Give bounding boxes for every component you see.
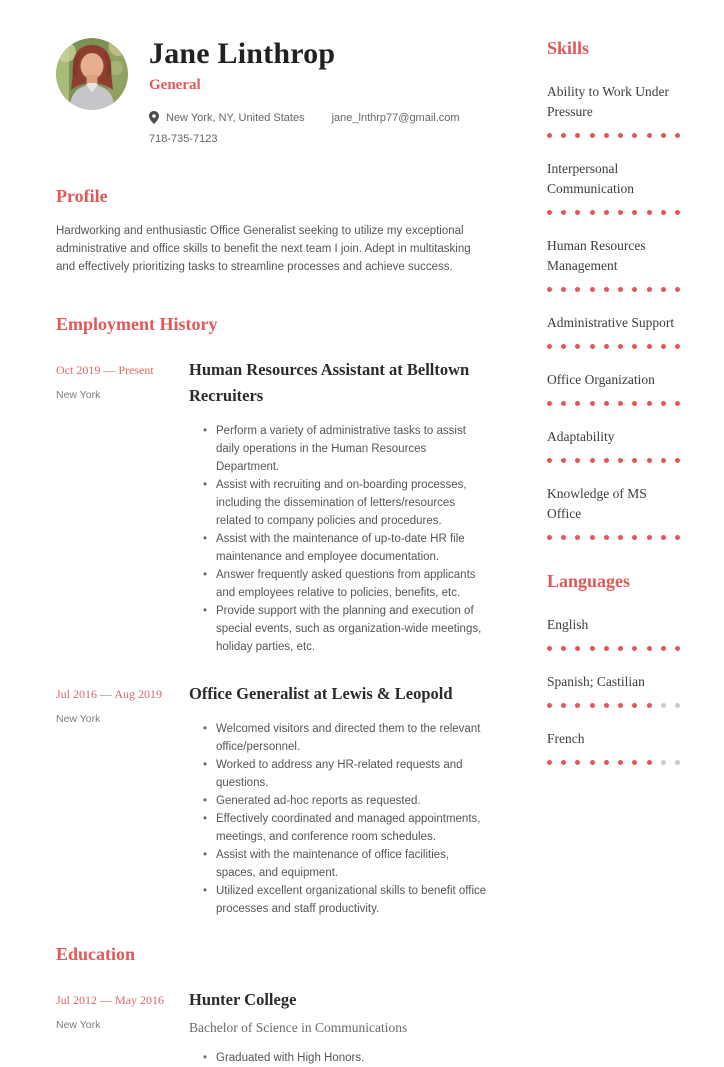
languages-heading: Languages <box>547 571 631 591</box>
job-bullet: • Assist with the maintenance of office facilities, spaces, and equipment. <box>216 846 490 882</box>
job-bullet: • Assist with recruiting and on-boarding processes, including the dissemination of letters/resources related to company policies and procedures. <box>216 476 490 530</box>
rating-dot-filled <box>647 344 652 349</box>
rating-dot-filled <box>675 133 680 138</box>
education-bullet: • Graduated with High Honors. <box>216 1049 490 1067</box>
rating-dot-filled <box>618 703 623 708</box>
rating-dot-filled <box>618 210 623 215</box>
rating-dot-filled <box>604 646 609 651</box>
job-entry <box>56 357 490 656</box>
job-bullet: • Assist with the maintenance of up-to-date HR file maintenance and employee documentation. <box>216 530 490 566</box>
header-text <box>149 36 460 145</box>
job-bullet: • Answer frequently asked questions from applicants and employees relative to policies, benefits, etc. <box>216 566 490 602</box>
rating-dot-filled <box>661 535 666 540</box>
skill-item <box>547 313 680 349</box>
rating-dot-filled <box>590 760 595 765</box>
avatar-photo-illustration <box>56 38 128 110</box>
skill-rating-dots <box>547 210 680 215</box>
rating-dot-filled <box>547 287 552 292</box>
rating-dot-filled <box>675 401 680 406</box>
person-job-title: General <box>149 77 201 93</box>
rating-dot-filled <box>604 344 609 349</box>
rating-dot-filled <box>575 703 580 708</box>
rating-dot-filled <box>647 210 652 215</box>
languages-list <box>547 615 680 765</box>
rating-dot-filled <box>632 646 637 651</box>
rating-dot-filled <box>647 760 652 765</box>
rating-dot-filled <box>647 133 652 138</box>
rating-dot-filled <box>547 535 552 540</box>
job-bullet: • Provide support with the planning and execution of special events, such as organization-wide meetings, holiday parties, etc. <box>216 602 490 656</box>
language-item <box>547 672 680 708</box>
job-bullet: • Worked to address any HR-related requests and questions. <box>216 756 490 792</box>
rating-dot-filled <box>590 401 595 406</box>
rating-dot-filled <box>647 535 652 540</box>
education-location: New York <box>56 1019 101 1031</box>
rating-dot-filled <box>547 760 552 765</box>
job-bullet: • Generated ad-hoc reports as requested. <box>216 792 490 810</box>
job-entry <box>56 681 490 918</box>
rating-dot-filled <box>661 401 666 406</box>
skill-item <box>547 484 680 540</box>
education-bullet-list <box>189 1049 490 1067</box>
skill-item <box>547 236 680 292</box>
skill-label: Ability to Work Under Pressure <box>547 84 670 119</box>
job-content <box>189 681 490 918</box>
rating-dot-filled <box>590 210 595 215</box>
rating-dot-filled <box>632 287 637 292</box>
rating-dot-filled <box>604 210 609 215</box>
skill-rating-dots <box>547 458 680 463</box>
skill-rating-dots <box>547 133 680 138</box>
rating-dot-filled <box>604 458 609 463</box>
rating-dot-empty <box>675 760 680 765</box>
rating-dot-filled <box>561 344 566 349</box>
education-list <box>56 987 490 1067</box>
sidebar <box>547 36 680 1024</box>
rating-dot-filled <box>561 646 566 651</box>
rating-dot-filled <box>618 458 623 463</box>
job-dates: Oct 2019 — Present <box>56 363 154 377</box>
contact-email: jane_lnthrp77@gmail.com <box>331 111 460 124</box>
rating-dot-filled <box>604 133 609 138</box>
employment-section <box>56 313 490 918</box>
rating-dot-filled <box>618 287 623 292</box>
rating-dot-filled <box>632 210 637 215</box>
rating-dot-filled <box>604 535 609 540</box>
rating-dot-filled <box>590 344 595 349</box>
education-degree: Bachelor of Science in Communications <box>189 1020 408 1035</box>
job-bullet: • Perform a variety of administrative tasks to assist daily operations in the Human Resources Department. <box>216 422 490 476</box>
rating-dot-filled <box>575 458 580 463</box>
rating-dot-filled <box>618 646 623 651</box>
rating-dot-filled <box>575 287 580 292</box>
rating-dot-filled <box>675 210 680 215</box>
job-meta <box>56 357 189 656</box>
job-title: Office Generalist at Lewis & Leopold <box>189 684 453 703</box>
rating-dot-empty <box>661 760 666 765</box>
resume-header <box>56 36 490 145</box>
rating-dot-filled <box>590 287 595 292</box>
skills-list <box>547 82 680 540</box>
rating-dot-filled <box>590 535 595 540</box>
rating-dot-filled <box>575 133 580 138</box>
rating-dot-filled <box>632 760 637 765</box>
rating-dot-filled <box>604 287 609 292</box>
skill-label: Interpersonal Communication <box>547 161 634 196</box>
rating-dot-empty <box>675 703 680 708</box>
job-location: New York <box>56 713 101 725</box>
skill-item <box>547 159 680 215</box>
skill-label: Office Organization <box>547 372 655 387</box>
rating-dot-filled <box>675 458 680 463</box>
language-rating-dots <box>547 646 680 651</box>
job-bullet-list <box>189 720 490 918</box>
rating-dot-filled <box>661 458 666 463</box>
profile-heading: Profile <box>56 186 108 206</box>
rating-dot-filled <box>632 344 637 349</box>
education-dates: Jul 2012 — May 2016 <box>56 993 164 1007</box>
education-meta <box>56 987 189 1067</box>
skills-section <box>547 37 680 540</box>
rating-dot-filled <box>618 133 623 138</box>
rating-dot-filled <box>647 646 652 651</box>
rating-dot-filled <box>647 401 652 406</box>
rating-dot-filled <box>632 401 637 406</box>
rating-dot-filled <box>575 646 580 651</box>
rating-dot-filled <box>590 646 595 651</box>
job-content <box>189 357 490 656</box>
rating-dot-filled <box>647 703 652 708</box>
rating-dot-filled <box>661 210 666 215</box>
language-item <box>547 729 680 765</box>
contact-location: New York, NY, United States <box>166 111 305 124</box>
rating-dot-filled <box>547 133 552 138</box>
rating-dot-filled <box>675 535 680 540</box>
job-meta <box>56 681 189 918</box>
job-location: New York <box>56 389 101 401</box>
education-school: Hunter College <box>189 990 297 1009</box>
rating-dot-filled <box>618 344 623 349</box>
language-label: English <box>547 617 589 632</box>
rating-dot-filled <box>561 287 566 292</box>
rating-dot-filled <box>618 760 623 765</box>
rating-dot-filled <box>575 535 580 540</box>
skill-item <box>547 427 680 463</box>
rating-dot-filled <box>647 458 652 463</box>
rating-dot-filled <box>675 287 680 292</box>
rating-dot-filled <box>661 646 666 651</box>
skill-label: Administrative Support <box>547 315 675 330</box>
rating-dot-filled <box>590 133 595 138</box>
rating-dot-filled <box>661 344 666 349</box>
rating-dot-filled <box>561 133 566 138</box>
rating-dot-filled <box>575 210 580 215</box>
avatar <box>56 38 128 110</box>
skill-rating-dots <box>547 401 680 406</box>
person-name: Jane Linthrop <box>149 37 336 70</box>
rating-dot-filled <box>604 703 609 708</box>
skill-item <box>547 82 680 138</box>
rating-dot-filled <box>547 458 552 463</box>
job-bullet: • Utilized excellent organizational skills to benefit office processes and staff productivity. <box>216 882 490 918</box>
skill-label: Knowledge of MS Office <box>547 486 647 521</box>
rating-dot-filled <box>661 287 666 292</box>
rating-dot-filled <box>561 703 566 708</box>
skill-rating-dots <box>547 535 680 540</box>
education-heading: Education <box>56 944 136 964</box>
education-section <box>56 943 490 1067</box>
contact-row <box>149 111 460 124</box>
rating-dot-filled <box>632 703 637 708</box>
skill-rating-dots <box>547 344 680 349</box>
job-bullet: • Effectively coordinated and managed appointments, meetings, and conference room schedules. <box>216 810 490 846</box>
language-rating-dots <box>547 760 680 765</box>
rating-dot-filled <box>675 646 680 651</box>
rating-dot-filled <box>575 760 580 765</box>
job-dates: Jul 2016 — Aug 2019 <box>56 687 163 701</box>
rating-dot-filled <box>561 760 566 765</box>
job-list <box>56 357 490 918</box>
languages-section <box>547 570 680 765</box>
job-title: Human Resources Assistant at Belltown Recruiters <box>189 360 470 405</box>
skill-rating-dots <box>547 287 680 292</box>
rating-dot-filled <box>547 344 552 349</box>
job-bullet-list <box>189 422 490 656</box>
rating-dot-filled <box>561 458 566 463</box>
rating-dot-filled <box>675 344 680 349</box>
main-column <box>56 36 490 1064</box>
job-bullet: • Welcomed visitors and directed them to the relevant office/personnel. <box>216 720 490 756</box>
rating-dot-filled <box>632 458 637 463</box>
language-label: Spanish; Castilian <box>547 674 645 689</box>
rating-dot-filled <box>590 458 595 463</box>
rating-dot-filled <box>618 401 623 406</box>
rating-dot-filled <box>604 401 609 406</box>
education-entry <box>56 987 490 1067</box>
rating-dot-filled <box>561 535 566 540</box>
profile-section <box>56 185 490 276</box>
rating-dot-filled <box>547 703 552 708</box>
rating-dot-filled <box>618 535 623 540</box>
rating-dot-filled <box>575 401 580 406</box>
language-item <box>547 615 680 651</box>
rating-dot-filled <box>661 133 666 138</box>
rating-dot-filled <box>604 760 609 765</box>
skill-label: Adaptability <box>547 429 615 444</box>
profile-text: Hardworking and enthusiastic Office Generalist seeking to utilize my exceptional administrative and office skills to benefit the next team I join. Adept in multitasking and effectively prioritizing tasks to streamline processes and achieve success. <box>56 225 471 273</box>
skills-heading: Skills <box>547 38 590 58</box>
rating-dot-filled <box>547 646 552 651</box>
location-pin-icon <box>149 111 159 124</box>
rating-dot-filled <box>561 210 566 215</box>
rating-dot-filled <box>547 210 552 215</box>
rating-dot-filled <box>547 401 552 406</box>
language-label: French <box>547 731 585 746</box>
language-rating-dots <box>547 703 680 708</box>
skill-item <box>547 370 680 406</box>
rating-dot-empty <box>661 703 666 708</box>
education-content <box>189 987 490 1067</box>
rating-dot-filled <box>647 287 652 292</box>
rating-dot-filled <box>590 703 595 708</box>
contact-phone: 718-735-7123 <box>149 133 218 145</box>
skill-label: Human Resources Management <box>547 238 646 273</box>
rating-dot-filled <box>632 535 637 540</box>
rating-dot-filled <box>561 401 566 406</box>
employment-heading: Employment History <box>56 314 218 334</box>
rating-dot-filled <box>575 344 580 349</box>
rating-dot-filled <box>632 133 637 138</box>
